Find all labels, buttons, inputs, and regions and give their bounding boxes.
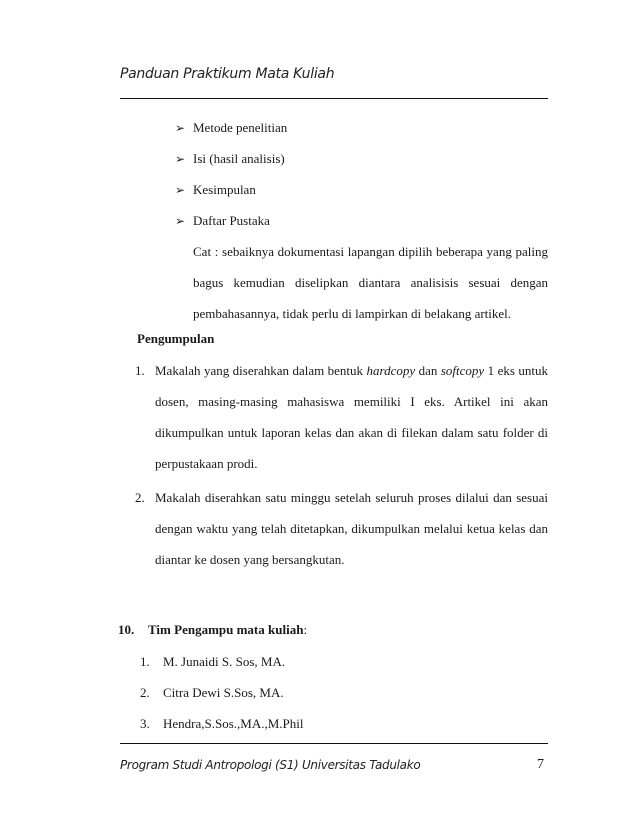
arrow-bullet-icon: ➢ [175, 183, 186, 197]
page-number: 7 [537, 757, 544, 772]
paragraph-line: perpustakaan prodi. [155, 456, 258, 471]
note-line: bagus kemudian diselipkan diantara analisisis sesuai dengan [193, 275, 548, 290]
list-number: 1. [140, 654, 150, 669]
footer-rule [120, 743, 548, 744]
list-number: 3. [140, 716, 150, 731]
list-item [175, 151, 285, 167]
footer-text: Program Studi Antropologi (S1) Universitas Tadulako [120, 758, 421, 772]
list-item [175, 213, 270, 229]
section-number: 10. [118, 622, 135, 637]
list-item [175, 120, 287, 136]
arrow-bullet-icon: ➢ [175, 152, 186, 166]
note-line: pembahasannya, tidak perlu di lampirkan di belakang artikel. [193, 306, 512, 321]
list-number: 2. [140, 685, 150, 700]
section-heading: Pengumpulan [137, 331, 215, 346]
header-rule [120, 98, 548, 99]
list-number: 1. [135, 363, 145, 378]
bullet-label: Kesimpulan [193, 182, 256, 197]
member-name: Citra Dewi S.Sos, MA. [163, 685, 284, 700]
list-number: 2. [135, 490, 145, 505]
member-name: Hendra,S.Sos.,MA.,M.Phil [163, 716, 304, 731]
paragraph-line: dikumpulkan untuk laporan kelas dan akan di filekan dalam satu folder di [155, 425, 548, 440]
bullet-label: Metode penelitian [193, 120, 288, 135]
list-item [175, 182, 256, 198]
paragraph-line: dosen, masing-masing mahasiswa memiliki I eks. Artikel ini akan [155, 394, 548, 409]
arrow-bullet-icon: ➢ [175, 121, 186, 135]
header-title: Panduan Praktikum Mata Kuliah [120, 66, 335, 82]
section-heading: Tim Pengampu mata kuliah: [148, 622, 308, 637]
note-line: Cat : sebaiknya dokumentasi lapangan dipilih beberapa yang paling [193, 244, 548, 259]
paragraph-line: Makalah yang diserahkan dalam bentuk hardcopy dan softcopy 1 eks untuk [155, 363, 548, 378]
arrow-bullet-icon: ➢ [175, 214, 186, 228]
paragraph-line: Makalah diserahkan satu minggu setelah seluruh proses dilalui dan sesuai [155, 490, 548, 505]
paragraph-line: dengan waktu yang telah ditetapkan, dikumpulkan melalui ketua kelas dan [155, 521, 548, 536]
paragraph-line: diantar ke dosen yang bersangkutan. [155, 552, 345, 567]
bullet-label: Isi (hasil analisis) [193, 151, 285, 166]
member-name: M. Junaidi S. Sos, MA. [163, 654, 286, 669]
bullet-label: Daftar Pustaka [193, 213, 270, 228]
